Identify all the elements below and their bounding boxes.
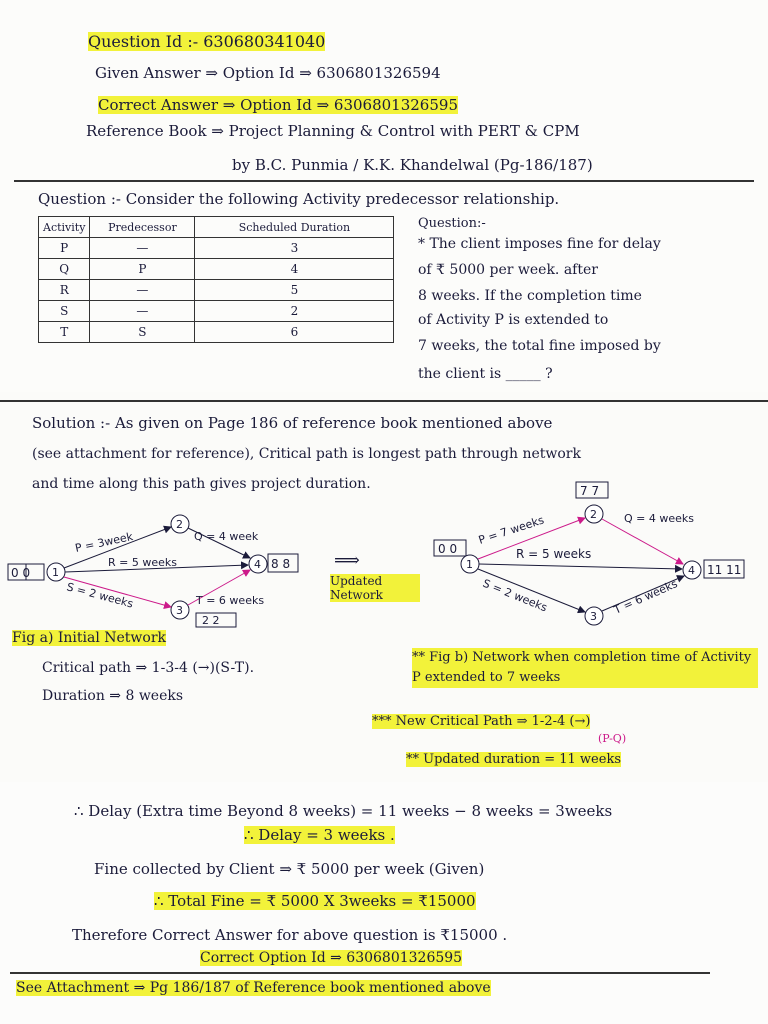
node-label: 2 [176,518,183,531]
given-answer: Given Answer ⇒ Option Id ⇒ 6306801326594 [95,64,441,82]
updated-network-label: Updated Network [330,574,420,602]
side-question-line: the client is _____ ? [418,366,553,382]
side-question-line: 8 weeks. If the completion time [418,288,642,304]
delay-result: ∴ Delay = 3 weeks . [244,826,395,844]
side-question-title: Question:- [418,216,486,231]
edge-label-r: R = 5 weeks [516,547,592,561]
end-time-label: 8 8 [271,557,291,571]
start-time-label: 0 0 [438,542,458,556]
edge-label-r: R = 5 weeks [108,556,177,569]
fig-b-caption: ** Fig b) Network when completion time of Activity P extended to 7 weeks [412,648,758,688]
fig-a-critical-path: Critical path ⇒ 1-3-4 (→)(S-T). [42,660,255,676]
side-question-line: 7 weeks, the total fine imposed by [418,338,661,354]
node2-time-label: 7 7 [580,484,600,498]
node-label: 4 [688,564,695,577]
table-row: T S 6 [39,322,394,343]
table-row: R — 5 [39,280,394,301]
side-question-line: of ₹ 5000 per week. after [418,262,598,278]
edge-label-t: T = 6 weeks [196,594,265,607]
start-time-label: 0 0 [11,566,31,580]
col-predecessor: Predecessor [90,217,195,238]
equivalence-arrow-icon: ⟹ [334,550,360,571]
fig-b-updated-duration: ** Updated duration = 11 weeks [406,752,621,767]
fig-b-new-critical-path: *** New Critical Path ⇒ 1-2-4 (→) [372,714,591,729]
edge-label-s: S = 2 weeks [480,576,550,615]
edge-label-q: Q = 4 weeks [624,512,694,525]
therefore-answer: Therefore Correct Answer for above question is ₹15000 . [72,926,508,944]
divider [10,972,710,974]
node-label: 1 [466,558,473,571]
fig-b-critical-activities: (P-Q) [598,732,627,745]
initial-network-diagram [0,500,330,630]
side-question-line: * The client imposes fine for delay [418,236,661,252]
edge-label-p: P = 3week [73,530,135,555]
question-id: Question Id :- 630680341040 [88,32,326,51]
table-row: Q P 4 [39,259,394,280]
reference-authors: by B.C. Punmia / K.K. Khandelwal (Pg-186/187) [232,156,593,174]
col-activity: Activity [39,217,90,238]
table-row: P — 3 [39,238,394,259]
table-row: S — 2 [39,301,394,322]
node-label: 2 [590,508,597,521]
question-intro: Question :- Consider the following Activity predecessor relationship. [38,190,560,208]
solution-line: (see attachment for reference), Critical path is longest path through network [32,446,581,462]
see-attachment: See Attachment ⇒ Pg 186/187 of Reference book mentioned above [16,980,491,996]
edge-label-t: T = 6 weeks [611,577,680,617]
solution-line: and time along this path gives project duration. [32,476,371,492]
fig-a-caption: Fig a) Initial Network [12,630,167,646]
edge-label-p: P = 7 weeks [476,513,546,547]
fig-a-duration: Duration ⇒ 8 weeks [42,688,184,704]
node3-time-label: 2 2 [202,614,220,627]
col-duration: Scheduled Duration [195,217,394,238]
total-fine: ∴ Total Fine = ₹ 5000 X 3weeks = ₹15000 [154,892,476,910]
edge-label-q: Q = 4 week [194,530,259,543]
fine-rate: Fine collected by Client ⇒ ₹ 5000 per week (Given) [94,860,485,878]
divider [0,400,768,402]
side-question-line: of Activity P is extended to [418,312,609,328]
edge-r [479,564,682,569]
node-label: 3 [176,604,183,617]
end-time-label: 11 11 [707,563,742,577]
node-label: 1 [52,566,59,579]
solution-line: Solution :- As given on Page 186 of reference book mentioned above [32,414,553,432]
delay-calculation: ∴ Delay (Extra time Beyond 8 weeks) = 11 weeks − 8 weeks = 3weeks [74,802,613,820]
node-label: 3 [590,610,597,623]
activity-table [38,216,394,343]
edge-q [602,519,683,564]
edge-label-s: S = 2 weeks [65,580,135,611]
reference-book: Reference Book ⇒ Project Planning & Control with PERT & CPM [86,122,580,140]
divider [14,180,754,182]
node-label: 4 [254,558,261,571]
updated-network-diagram [430,478,760,628]
correct-answer: Correct Answer ⇒ Option Id ⇒ 6306801326595 [98,96,458,114]
correct-option-id: Correct Option Id ⇒ 6306801326595 [200,950,463,966]
